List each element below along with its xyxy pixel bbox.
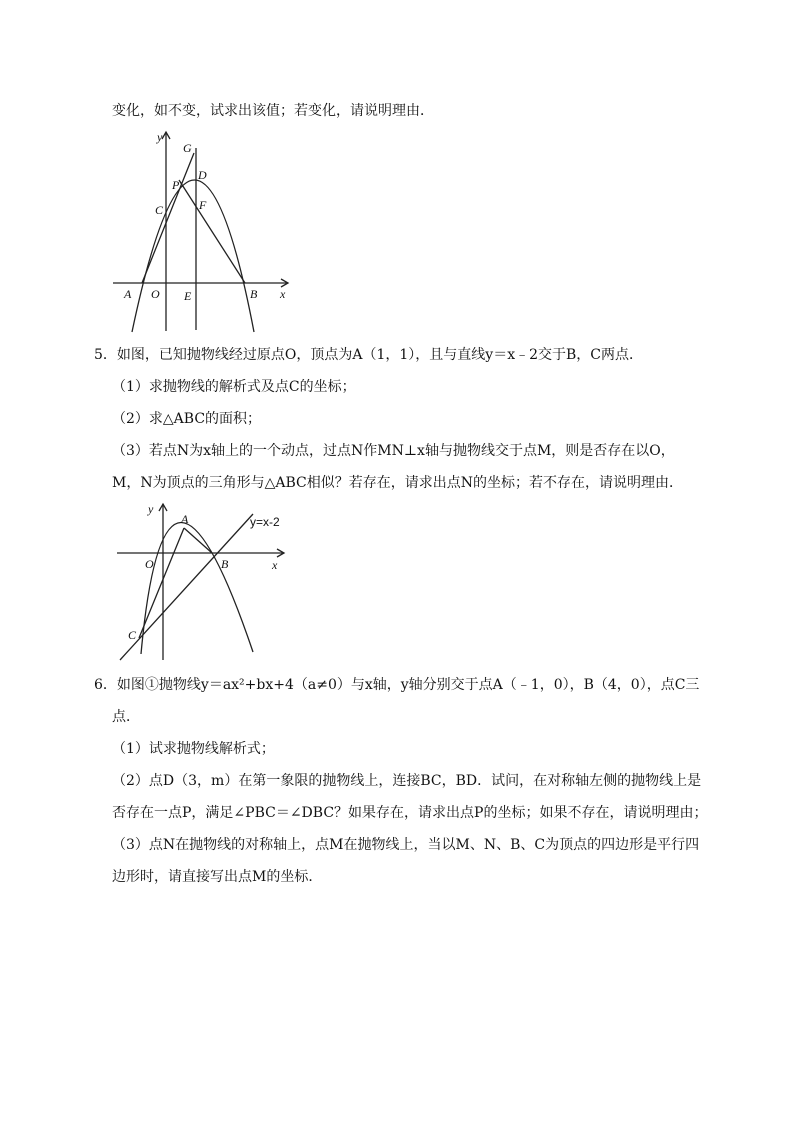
- q5-sub1: （1）求抛物线的解析式及点C的坐标；: [112, 379, 356, 395]
- q5-sub2: （2）求△ABC的面积；: [112, 411, 262, 427]
- fig2-label-x: x: [272, 558, 278, 572]
- q5-figure: [112, 498, 292, 664]
- q5-sub3-line2: M，N为顶点的三角形与△ABC相似？若存在，请求出点N的坐标；若不存在，请说明理由．: [112, 475, 683, 491]
- fig1-label-E: E: [184, 289, 192, 303]
- q6-sub3-line2: 边形时，请直接写出点M的坐标．: [112, 869, 323, 885]
- fig1-label-x: x: [280, 287, 286, 301]
- q6-sub2-line1: （2）点D（3，m）在第一象限的抛物线上，连接BC，BD．试问，在对称轴左侧的抛物线上是: [112, 773, 702, 789]
- q5-stem: 5．如图，已知抛物线经过原点O，顶点为A（1，1），且与直线y＝x﹣2交于B，C两点．: [94, 347, 644, 363]
- fig2-label-y: y: [148, 502, 154, 516]
- q4-figure: [112, 126, 302, 338]
- fig1-label-A: A: [124, 287, 132, 301]
- fig2-label-B: B: [221, 557, 229, 571]
- fig1-label-G: G: [183, 141, 192, 155]
- q4-tail-text: 变化，如不变，试求出该值；若变化，请说明理由．: [112, 103, 434, 119]
- fig1-label-P: P: [172, 178, 180, 192]
- q6-stem-line2: 点．: [112, 709, 140, 725]
- q6-sub3-line1: （3）点N在抛物线的对称轴上，点M在抛物线上，当以M、N、B、C为顶点的四边形是平行四: [112, 837, 700, 853]
- fig1-label-F: F: [199, 198, 207, 212]
- fig2-label-line: y=x-2: [250, 515, 280, 529]
- fig1-label-B: B: [250, 287, 258, 301]
- fig1-label-D: D: [198, 168, 207, 182]
- fig2-label-O: O: [145, 557, 154, 571]
- fig1-label-O: O: [151, 287, 160, 301]
- fig2-label-C: C: [128, 628, 137, 642]
- q6-stem-line1: 6．如图①抛物线y＝ax²+bx+4（a≠0）与x轴，y轴分别交于点A（﹣1，0），B（4，0），点C三: [94, 677, 700, 693]
- fig1-label-C: C: [155, 203, 164, 217]
- q6-sub1: （1）试求抛物线解析式；: [112, 741, 275, 757]
- fig2-label-A: A: [181, 512, 189, 526]
- q6-sub2-line2: 否存在一点P，满足∠PBC＝∠DBC？如果存在，请求出点P的坐标；如果不存在，请说明理由；: [112, 805, 708, 821]
- fig1-label-y: y: [157, 130, 163, 144]
- q5-sub3-line1: （3）若点N为x轴上的一个动点，过点N作MN⊥x轴与抛物线交于点M，则是否存在以O，: [112, 443, 675, 459]
